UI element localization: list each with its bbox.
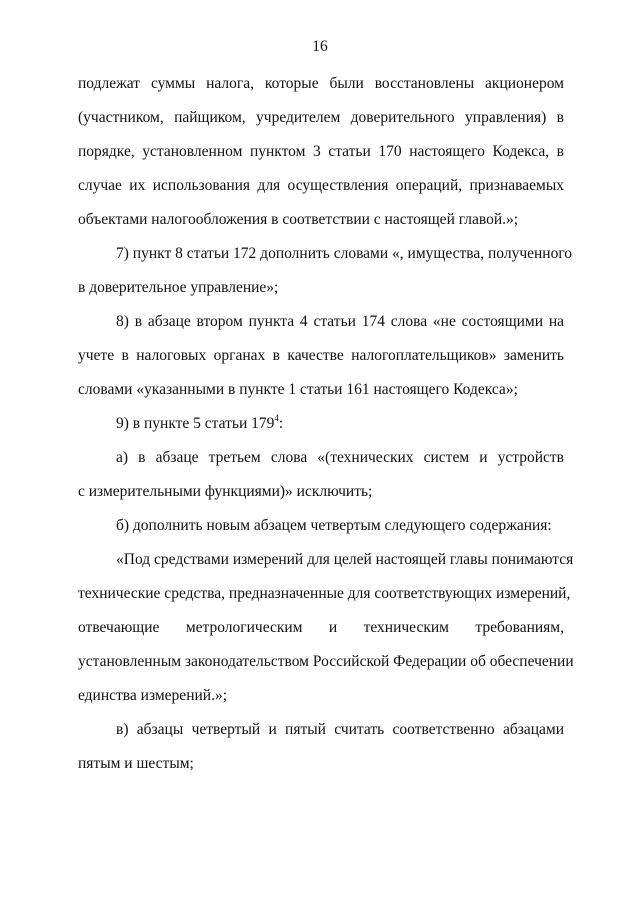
text-line: технические средства, предназначенные для соответствующих измерений, [78, 585, 571, 602]
text-line: подлежат суммы налога, которые были восстановлены акционером [78, 75, 564, 92]
text-line [78, 407, 564, 441]
subitem-v [78, 713, 564, 781]
text-line: в доверительное управление»; [78, 279, 279, 296]
text-line: б) дополнить новым абзацем четвертым следующего содержания: [116, 517, 552, 534]
text-line: объектами налогообложения в соответствии с настоящей главой.»; [78, 211, 519, 228]
text-line: единства измерений.»; [78, 687, 228, 704]
paragraph-item-7 [78, 237, 573, 305]
item-9-text: 9) в пункте 5 статьи 179 [116, 415, 275, 432]
text-line: «Под средствами измерений для целей настоящей главы понимаются [116, 551, 574, 568]
page-number: 16 [312, 38, 328, 55]
text-line: словами «указанными в пункте 1 статьи 161 настоящего Кодекса»; [78, 381, 518, 398]
text-line: отвечающие метрологическим и техническим требованиям, [78, 619, 564, 636]
text-line: установленным законодательством Российской Федерации об обеспечении [78, 653, 574, 670]
text-line: случае их использования для осуществления операций, признаваемых [78, 177, 564, 194]
text-line: а) в абзаце третьем слова «(технических систем и устройств [116, 449, 564, 466]
text-line: пятым и шестым; [78, 755, 194, 772]
text-line: в) абзацы четвертый и пятый считать соответственно абзацами [116, 721, 564, 738]
paragraph-continuation [78, 67, 564, 237]
document-body [78, 67, 574, 781]
item-9-colon: : [278, 415, 284, 432]
subitem-a [78, 441, 564, 509]
quoted-paragraph [78, 543, 574, 713]
text-line: с измерительными функциями)» исключить; [78, 483, 373, 500]
text-line: 7) пункт 8 статьи 172 дополнить словами «, имущества, полученного [116, 245, 573, 262]
superscript-number: 4 [274, 413, 279, 423]
paragraph-item-8 [78, 305, 564, 407]
text-line: учете в налоговых органах в качестве налогоплательщиков» заменить [78, 347, 564, 364]
text-line: 8) в абзаце втором пункта 4 статьи 174 слова «не состоящими на [116, 313, 564, 330]
text-line: (участником, пайщиком, учредителем доверительного управления) в [78, 109, 564, 126]
text-line: порядке, установленном пунктом 3 статьи 170 настоящего Кодекса, в [78, 143, 564, 160]
subitem-b [78, 509, 564, 543]
paragraph-item-9 [78, 407, 564, 441]
